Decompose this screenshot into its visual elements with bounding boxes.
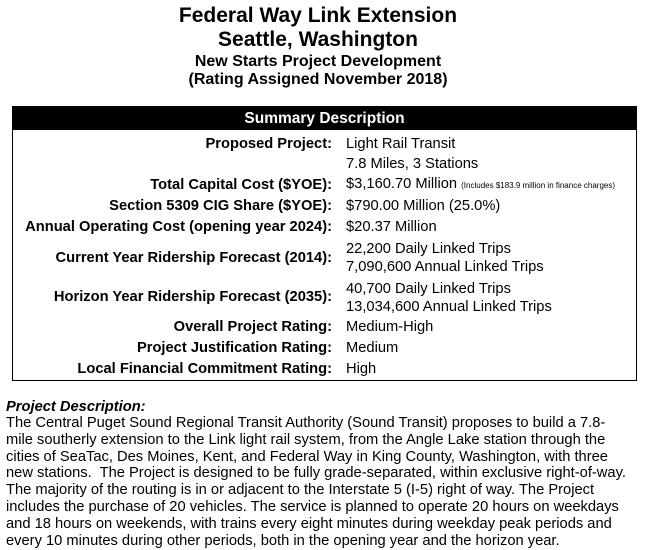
summary-value-line: Light Rail Transit bbox=[346, 136, 456, 152]
summary-label: Section 5309 CIG Share ($YOE): bbox=[109, 198, 332, 214]
paragraph-line: cities of SeaTac, Des Moines, Kent, and Federal Way in King County, Washington, with three bbox=[6, 448, 608, 465]
summary-value-line: 7.8 Miles, 3 Stations bbox=[346, 155, 479, 172]
summary-row-total-capital-cost bbox=[13, 174, 636, 196]
summary-value: Medium-High bbox=[346, 319, 434, 335]
summary-value-line: 40,700 Daily Linked Trips bbox=[346, 280, 511, 297]
summary-value: Medium bbox=[346, 340, 399, 356]
summary-value-line: 7,090,600 Annual Linked Trips bbox=[346, 259, 544, 275]
summary-value-line: 13,034,600 Annual Linked Trips bbox=[346, 298, 552, 315]
summary-row-current-ridership bbox=[13, 238, 636, 278]
project-phase: New Starts Project Development bbox=[194, 53, 442, 70]
project-title: Federal Way Link Extension bbox=[178, 4, 458, 27]
summary-body bbox=[13, 130, 636, 380]
paragraph-line: new stations. The Project is designed to be fully grade-separated, within exclusive right-of-way. bbox=[6, 465, 626, 482]
summary-label: Annual Operating Cost (opening year 2024): bbox=[25, 219, 332, 235]
project-description-paragraph bbox=[6, 415, 643, 549]
paragraph-line: every 10 minutes during other periods, both in the opening year and the horizon year. bbox=[6, 532, 560, 549]
project-location: Seattle, Washington bbox=[218, 28, 418, 51]
summary-value-text: $3,160.70 Million bbox=[346, 176, 458, 192]
summary-value-line: 22,200 Daily Linked Trips bbox=[346, 241, 511, 257]
paragraph-line: and 18 hours on weekends, with trains every eight minutes during weekday peak periods and bbox=[6, 515, 612, 532]
summary-label: Project Justification Rating: bbox=[136, 340, 332, 356]
summary-row-local-financial-rating bbox=[13, 359, 636, 380]
summary-heading: Summary Description bbox=[13, 107, 636, 130]
summary-row-proposed-project bbox=[13, 135, 636, 174]
summary-value: $20.37 Million bbox=[346, 219, 437, 235]
summary-row-overall-rating bbox=[13, 317, 636, 338]
summary-row-annual-operating-cost bbox=[13, 217, 636, 238]
summary-label: Proposed Project: bbox=[205, 136, 332, 152]
summary-value bbox=[332, 240, 544, 276]
summary-table bbox=[12, 106, 637, 381]
paragraph-line: mile southerly extension to the Link light rail system, from the Angle Lake station through the bbox=[6, 431, 606, 448]
summary-label: Local Financial Commitment Rating: bbox=[77, 361, 332, 377]
summary-value bbox=[332, 280, 552, 316]
summary-row-cig-share bbox=[13, 196, 636, 217]
paragraph-line: The Central Puget Sound Regional Transit Authority (Sound Transit) proposes to build a 7.8- bbox=[6, 415, 606, 431]
summary-value: $790.00 Million (25.0%) bbox=[346, 198, 501, 214]
summary-row-horizon-ridership bbox=[13, 278, 636, 317]
summary-label: Total Capital Cost ($YOE): bbox=[150, 176, 332, 193]
summary-label: Current Year Ridership Forecast (2014): bbox=[55, 249, 332, 266]
summary-value: High bbox=[346, 361, 377, 377]
rating-date: (Rating Assigned November 2018) bbox=[188, 71, 448, 88]
summary-value bbox=[332, 135, 478, 174]
project-description-heading: Project Description: bbox=[6, 399, 146, 415]
summary-value bbox=[332, 176, 615, 194]
finance-charges-note: (Includes $183.9 million in finance charges) bbox=[461, 181, 616, 190]
summary-label: Horizon Year Ridership Forecast (2035): bbox=[53, 289, 332, 305]
summary-row-justification-rating bbox=[13, 338, 636, 359]
paragraph-line: The majority of the routing is in or adjacent to the Interstate 5 (I-5) right of way. The Project bbox=[6, 482, 595, 499]
summary-label: Overall Project Rating: bbox=[173, 319, 332, 335]
paragraph-line: includes the purchase of 20 vehicles. The service is planned to operate 20 hours on weekdays bbox=[6, 498, 619, 515]
